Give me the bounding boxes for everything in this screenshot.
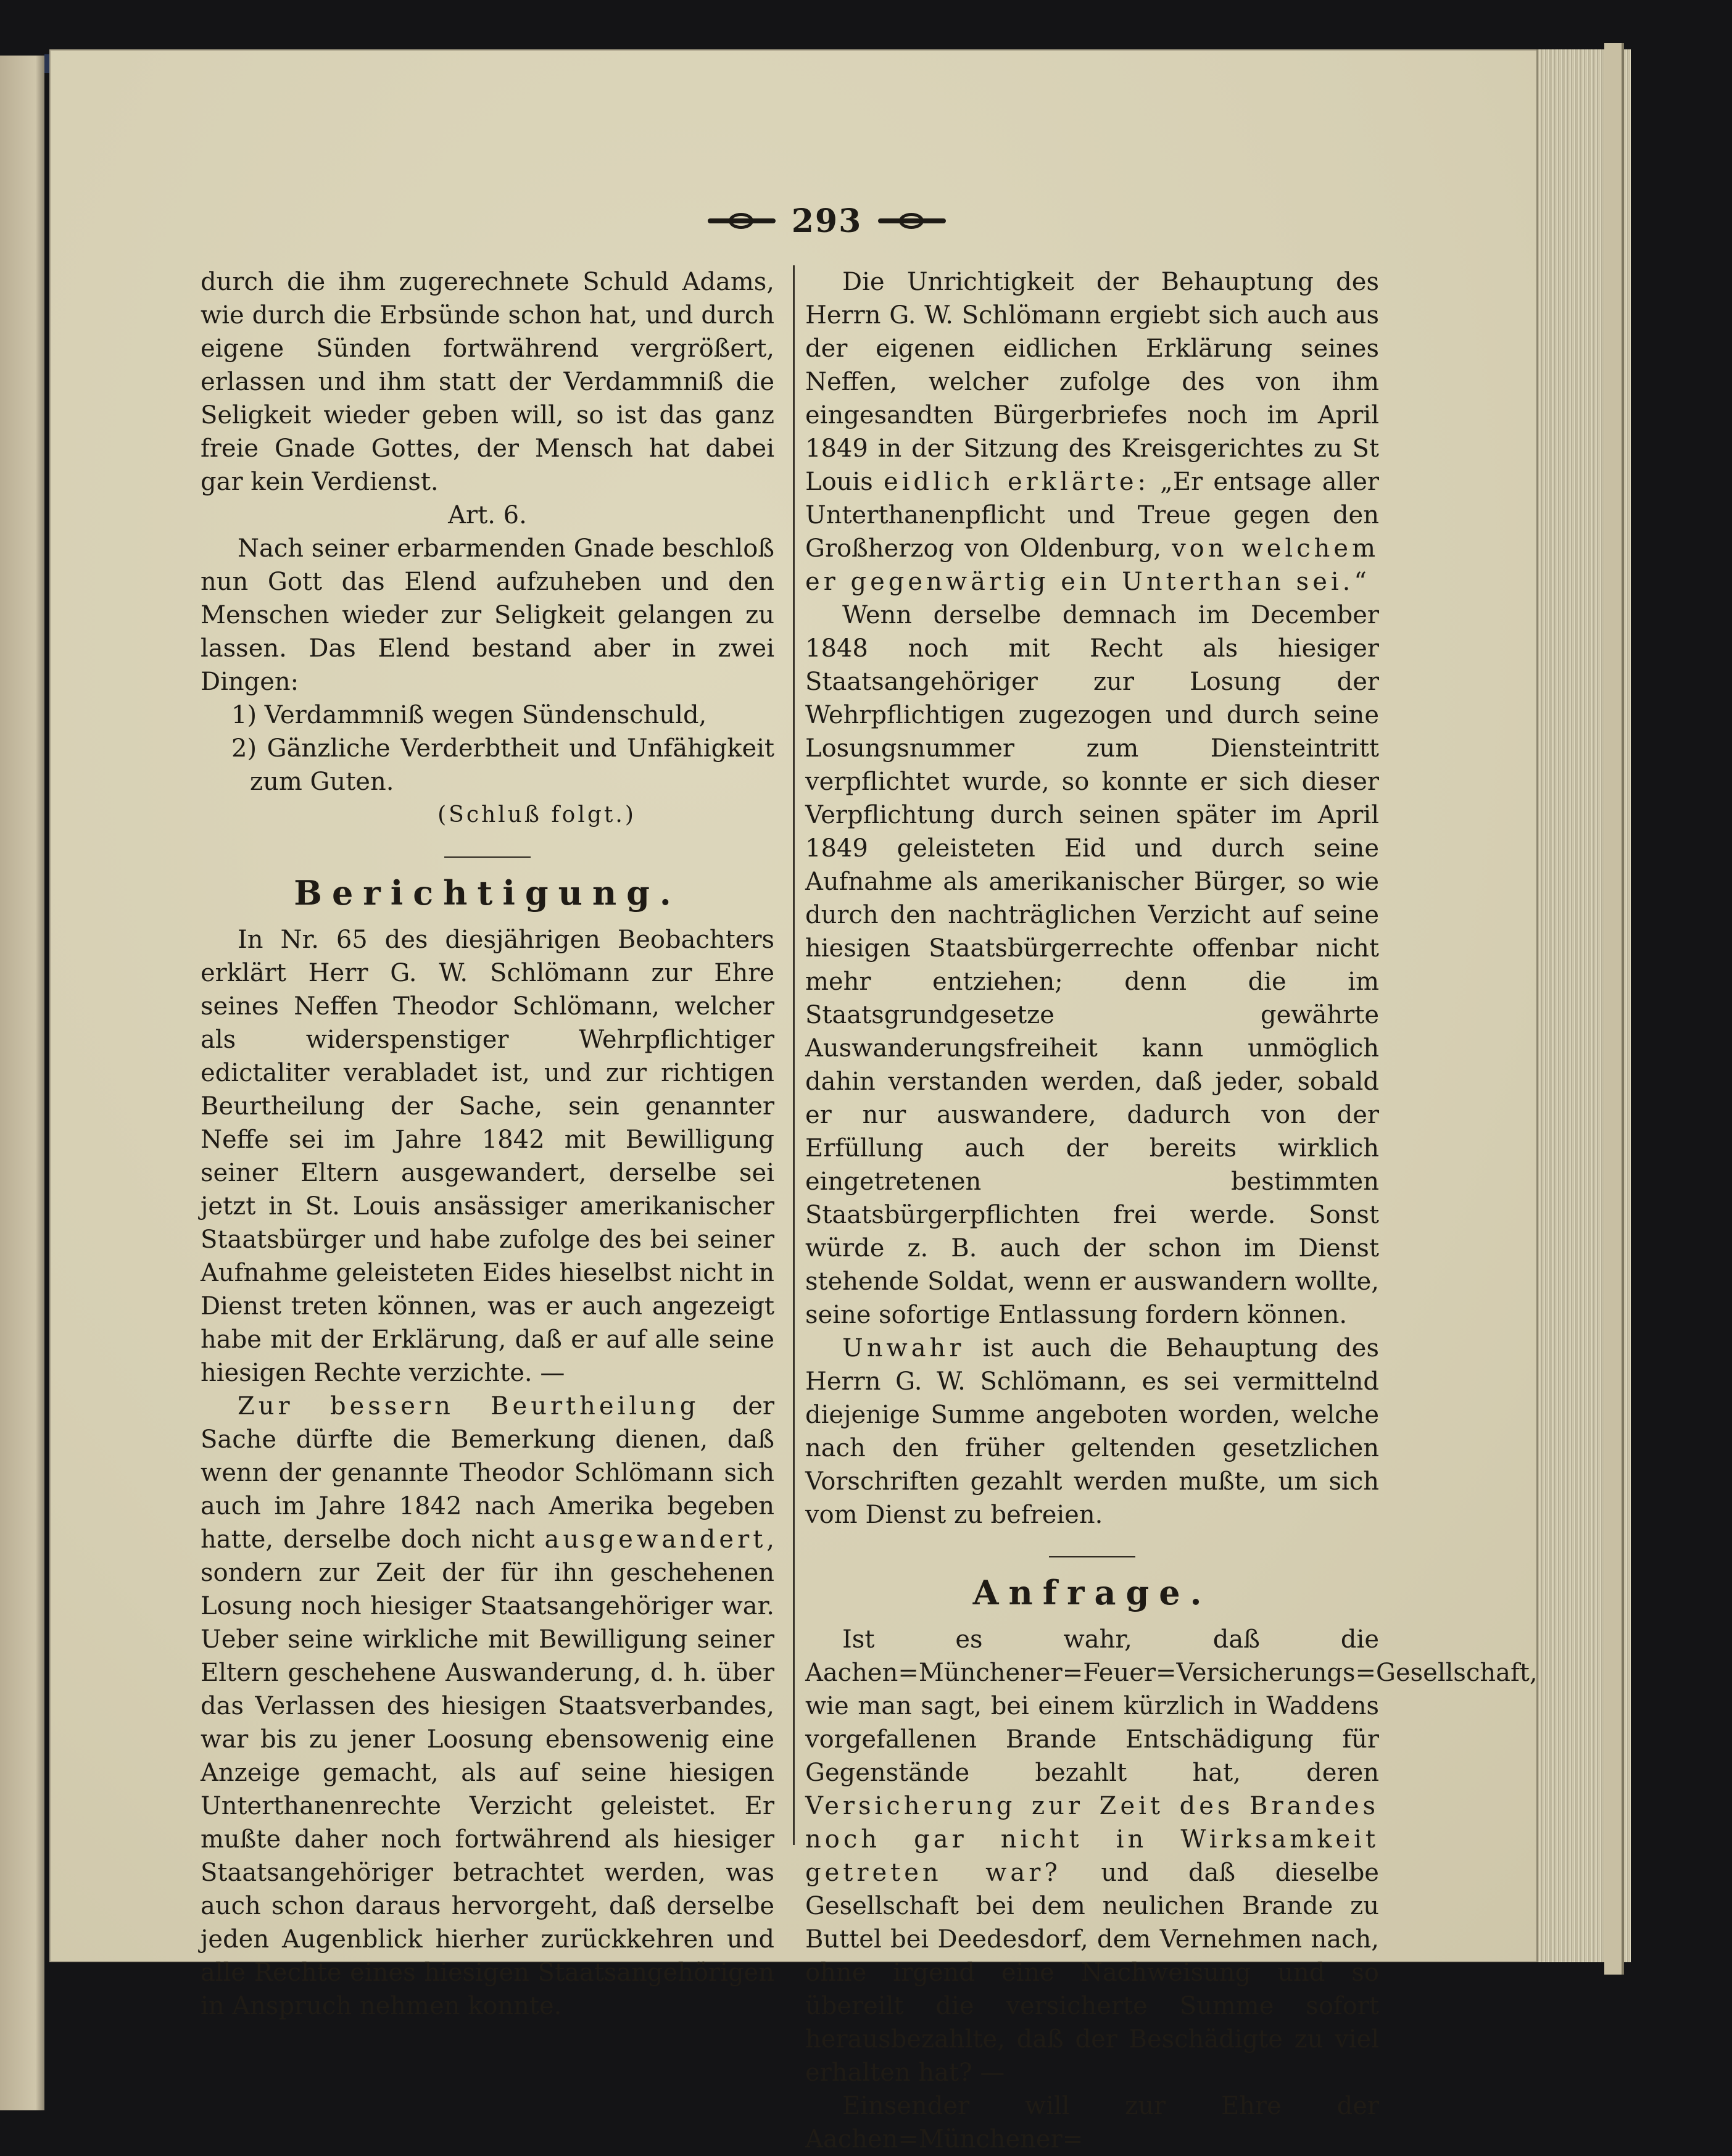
continuation-note: (Schluß folgt.) — [437, 802, 636, 827]
page-header — [679, 196, 975, 246]
right-column — [805, 265, 1538, 2156]
emphasis: ausgewandert — [544, 1525, 767, 1554]
emphasis: Zur bessern Beurtheilung — [238, 1392, 700, 1420]
text-run: “ — [1354, 568, 1367, 596]
emphasis: eidlich erklärte: — [883, 468, 1150, 496]
article-label: Art. 6. — [448, 501, 527, 529]
ornament-right-icon — [878, 213, 946, 229]
list-item: 2) Gänzliche Verderbtheit und Unfähigkeit zum Guten. — [231, 734, 774, 796]
text-run: der Sache dürfte die Bemerkung dienen, daß wenn der genannte Theodor Schlömann sich auch im Jahre 1842 nach Amerika begeben hatte, derselbe doch nicht — [201, 1392, 774, 1554]
section-heading: Anfrage. — [972, 1573, 1212, 1612]
list-item: 1) Verdammniß wegen Sündenschuld, — [231, 701, 707, 729]
left-column — [201, 265, 774, 2023]
paragraph: Wenn derselbe demnach im December 1848 noch mit Recht als hiesiger Staatsangehöriger zur Losung der Wehrpflichtigen zugezogen und durch seine Losungsnummer zum Diensteintritt verpflichtet wurde, so konnte er sich dieser Verpflichtung durch seinen später im April 1849 geleisteten Eid und durch seine Aufnahme als amerikanischer Bürger, so wie durch den nachträglichen Verzicht auf seine hiesigen Staatsbürgerrechte offenbar nicht mehr entziehen; denn die im Staatsgrundgesetze gewährte Auswanderungsfreiheit kann unmöglich dahin verstanden werden, daß jeder, sobald er nur auswandere, dadurch von der Erfüllung auch der bereits wirklich eingetretenen bestimmten Staatsbürgerpflichten frei werde. Sonst würde z. B. auch der schon im Dienst stehende Soldat, wenn er auswandern wollte, seine sofortige Entlassung fordern können. — [805, 601, 1379, 1329]
paragraph — [805, 265, 1379, 599]
emphasis: Versicherung zur Zeit des Brandes noch gar nicht in Wirksamkeit getreten war? — [805, 1792, 1379, 1887]
text-run: und daß dieselbe Gesellschaft bei dem neulichen Brande zu Buttel bei Deedesdorf, dem Vernehmen nach, ohne irgend eine Nachweisung und so übereilt die versicherte Summe sofort herausbezahlte, daß der Beschädigte zu viel erhalten hat? — — [805, 1859, 1379, 2087]
page-number: 293 — [791, 202, 863, 240]
text-run: Die Unrichtigkeit der Behauptung des Herrn G. W. Schlömann ergiebt sich auch aus der eigenen eidlichen Erklärung seines Neffen, welcher zufolge des von ihm eingesandten Bürgerbriefes noch im April 1849 in der Sitzung des Kreisgerichtes zu St Louis — [805, 268, 1379, 496]
paragraph — [201, 1390, 774, 2023]
section-heading: Berichtigung. — [294, 873, 681, 913]
text-run: „Er entsage aller Unterthanenpflicht und Treue gegen den Großherzog von Oldenburg, — [805, 468, 1380, 563]
paragraph: Nach seiner erbarmenden Gnade beschloß nun Gott das Elend aufzuheben und den Menschen wieder zur Seligkeit gelangen zu lassen. Das Elend bestand aber in zwei Dingen: — [201, 534, 774, 696]
text-run: ist auch die Behauptung des Herrn G. W. Schlömann, es sei vermittelnd diejenige Summe angeboten worden, welche nach den früher geltenden gesetzlichen Vorschriften gezahlt werden mußte, um sich vom Dienst zu befreien. — [805, 1334, 1379, 1529]
paragraph — [805, 1623, 1538, 2089]
section-rule — [1049, 1556, 1135, 1557]
emphasis: von welchem er gegenwärtig ein Unterthan sei. — [805, 534, 1379, 596]
column-divider — [793, 265, 795, 1845]
emphasis: Unwahr — [842, 1334, 965, 1362]
text-run: Ist es wahr, daß die Aachen=Münchener=Feuer=Versicherungs=Gesellschaft, wie man sagt, bei einem kürzlich in Waddens vorgefallenen Brande Entschädigung für Gegenstände bezahlt hat, deren — [805, 1625, 1538, 1787]
facing-page-edge — [0, 56, 44, 2110]
ornament-left-icon — [708, 213, 776, 229]
paragraph — [805, 1332, 1379, 1532]
section-rule — [444, 856, 531, 858]
cover-edge — [1604, 43, 1624, 1975]
paragraph: In Nr. 65 des diesjährigen Beobachters erklärt Herr G. W. Schlömann zur Ehre seines Neffen Theodor Schlömann, welcher als widerspenstiger Wehrpflichtiger edictaliter verabladet ist, und zur richtigen Beurtheilung der Sache, sein genannter Neffe sei im Jahre 1842 mit Bewilligung seiner Eltern ausgewandert, derselbe sei jetzt in St. Louis ansässiger amerikanischer Staatsbürger und habe zufolge des bei seiner Aufnahme geleisteten Eides hieselbst nicht in Dienst treten können, was er auch angezeigt habe mit der Erklärung, daß er auf alle seine hiesigen Rechte verzichte. — — [201, 926, 774, 1387]
paragraph: durch die ihm zugerechnete Schuld Adams, wie durch die Erbsünde schon hat, und durch eigene Sünden fortwährend vergrößert, erlassen und ihm statt der Verdammniß die Seligkeit wieder geben will, so ist das ganz freie Gnade Gottes, der Mensch hat dabei gar kein Verdienst. — [201, 268, 774, 496]
text-run: , sondern zur Zeit der für ihn geschehenen Losung noch hiesiger Staatsangehöriger war. Ueber seine wirkliche mit Bewilligung seiner Eltern geschehene Auswanderung, d. h. über das Verlassen des hiesigen Staatsverbandes, war bis zu jener Loosung ebensowenig eine Anzeige gemacht, als auf seine hiesigen Unterthanenrechte Verzicht geleistet. Er mußte daher noch fortwährend als hiesiger Staatsangehöriger betrachtet werden, was auch schon daraus hervorgeht, daß derselbe jeden Augenblick hierher zurückkehren und alle Rechte eines hiesigen Staatsangehörigen in Anspruch nehmen konnte. — [201, 1525, 774, 2020]
paragraph: Einsender will zur Ehre der Aachen=Münchener= — [805, 2092, 1379, 2154]
